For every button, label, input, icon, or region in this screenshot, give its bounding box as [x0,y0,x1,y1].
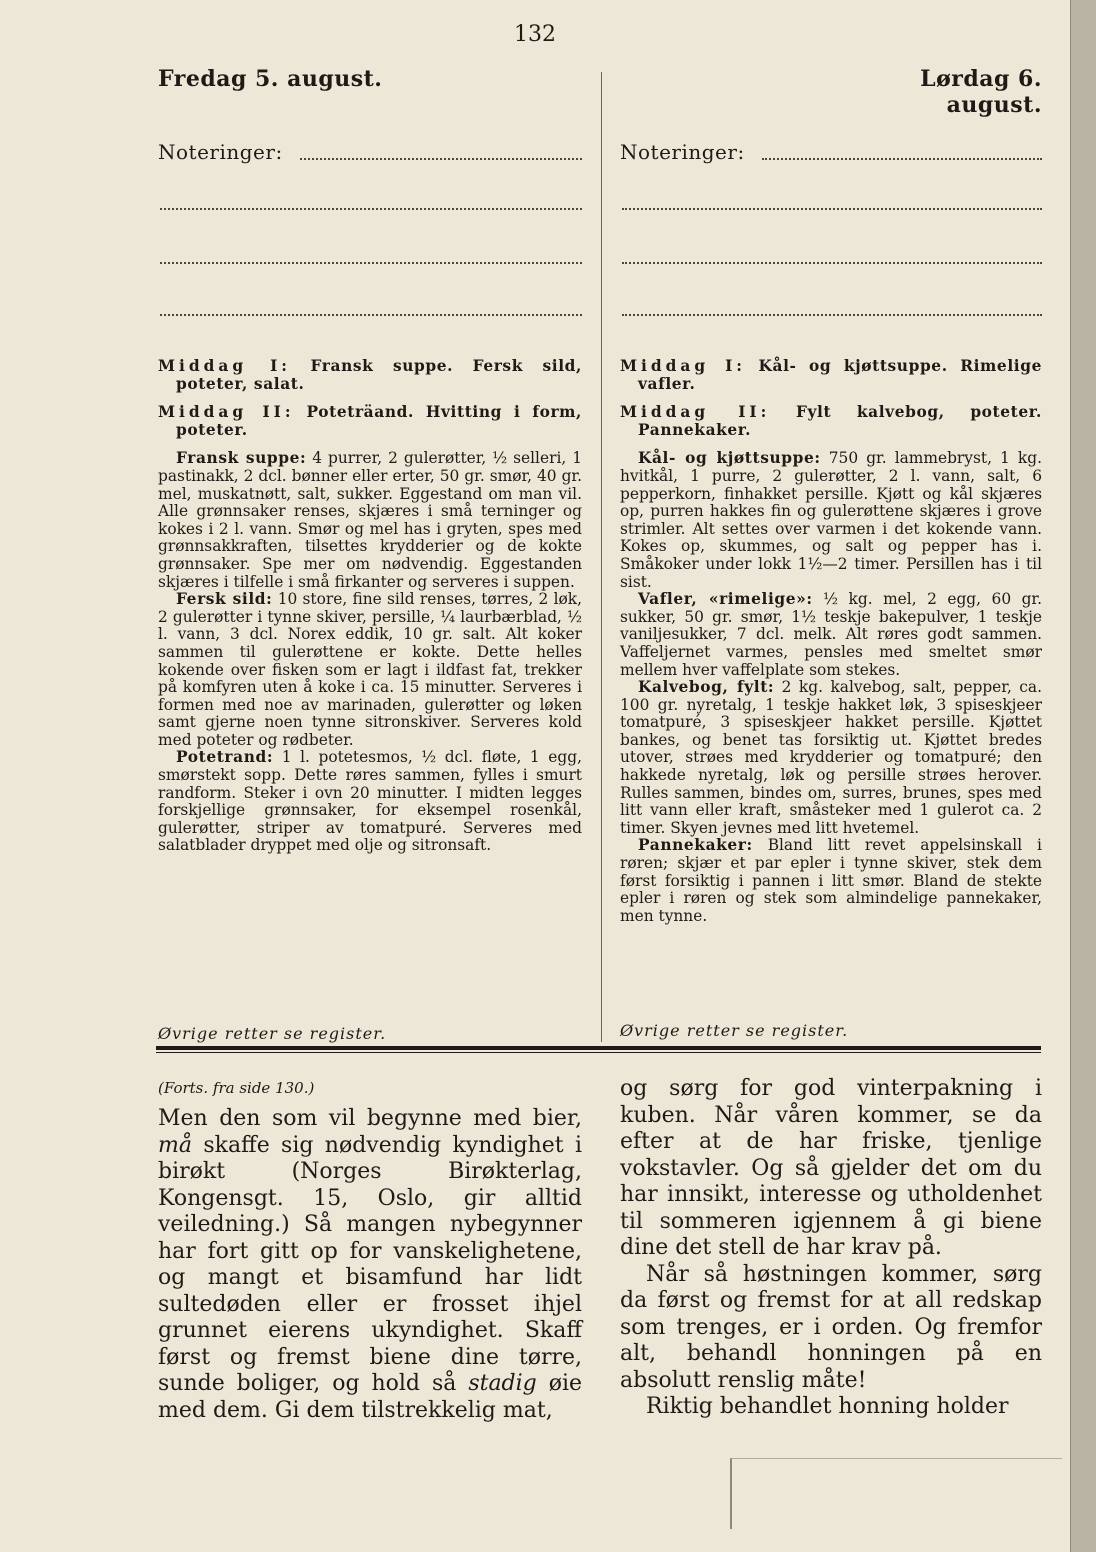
section-rule-thin [156,1052,1041,1053]
essay-paragraph: og sørg for god vinterpakning i kuben. Når våren kommer, se da efter at de har friske, tjenlige vokstavler. Og så gjelder det om du har innsikt, interesse og utholdenhet til sommeren igjennem å gi biene dine det stell de har krav på. [620,1076,1042,1260]
recipe-kal-og-kjottsuppe: Kål- og kjøttsuppe: 750 gr. lammebryst, 1 kg. hvitkål, 1 purre, 2 gulerøtter, 2 l. vann, salt, 6 pepperkorn, finhakket persille. Kjøtt og kål skjæres op, purren hakkes fin og gulerøttene skjæres i grove strimler. Alt settes over varmen i det kokende vann. Kokes op, skummes, og salt og pepper has i. Småkoker under lokk 1½—2 timer. Persillen has i til sist. [620,449,1042,591]
essay-right-column [620,1076,1042,1421]
recipe-fersk-sild: Fersk sild: 10 store, fine sild renses, tørres, 2 løk, 2 gulerøtter i tynne skiver, persille, ¼ laurbærblad, ½ l. vann, 3 dcl. Norex eddik, 10 gr. salt. Alt koker sammen til gulerøttene er kokte. Dette helles kokende over fisken som er lagt i ildfast fat, trekker på komfyren uten å koke i ca. 15 minutter. Serveres i formen med noe av marinaden, gulerøtter og løken samt gjerne noen tynne sitronskiver. Serveres kold med poteter og rødbeter. [158,590,582,749]
section-rule-thick [156,1046,1041,1050]
recipe-potetrand: Potetrand: 1 l. potetesmos, ½ dcl. fløte, 1 egg, smørstekt sopp. Dette røres sammen, fylles i smurt randform. Steker i ovn 20 minutter. I midten legges forskjellige grønnsaker, for eksempel rosenkål, gulerøtter, striper av tomatpuré. Serveres med salatblader dryppet med olje og sitronsaft. [158,748,582,855]
essay-paragraph: Når så høstningen kommer, sørg da først og fremst for at all redskap som trenges, er i orden. Og fremfor alt, behandl honningen på en absolutt renslig måte! [620,1261,1042,1393]
right-notes-line[interactable] [622,262,1042,264]
continued-note: (Forts. fra side 130.) [158,1079,315,1097]
recipe-vafler: Vafler, «rimelige»: ½ kg. mel, 2 egg, 60 gr. sukker, 50 gr. smør, 1½ teskje bakepulver, 1 teskje vaniljesukker, 7 dcl. melk. Alt røres godt sammen. Vaffeljernet varmes, pensles med smeltet smør mellem hver vaffelplate som stekes. [620,590,1042,679]
right-notes-line[interactable] [622,208,1042,210]
left-day-heading: Fredag 5. august. [158,66,383,92]
left-recipes [158,358,582,855]
right-notes-line[interactable] [622,314,1042,316]
left-notes-line[interactable] [300,158,582,160]
left-notes-line[interactable] [160,262,582,264]
right-notes-label: Noteringer: [620,140,745,164]
left-notes-line[interactable] [160,314,582,316]
recipe-fransk-suppe: Fransk suppe: 4 purrer, 2 gulerøtter, ½ selleri, 1 pastinakk, 2 dcl. bønner eller erter, 50 gr. smør, 40 gr. mel, muskatnøtt, salt, sukker. Eggestand om man vil. Alle grønnsaker renses, skjæres i små terninger og kokes i 2 l. vann. Smør og mel has i gryten, spes med grønnsakkraften, tilsettes krydderier og de kokte grønnsaker. Spe mer om nødvendig. Eggestanden skjæres i tilfelle i små firkanter og serveres i suppen. [158,449,582,591]
essay-paragraph: Riktig behandlet honning holder [646,1394,1009,1419]
book-spine-edge [1070,0,1096,1552]
right-day-heading: Lørdag 6. august. [920,66,1042,118]
recipe-pannekaker: Pannekaker: Bland litt revet appelsinskall i røren; skjær et par epler i tynne skiver, stek dem først forsiktig i pannen i litt smør. Bland de stekte epler i røren og stek som almindelige pannekaker, men tynne. [620,836,1042,925]
right-footer-register: Øvrige retter se register. [620,1021,849,1040]
library-stamp-mark [730,1458,1062,1529]
left-notes-label: Noteringer: [158,140,283,164]
right-menu-1: Middag I: Kål- og kjøttsuppe. Rimelige vafler. [620,357,1042,393]
left-menu-1: Middag I: Fransk suppe. Fersk sild, poteter, salat. [158,357,582,393]
page-number: 132 [514,22,556,47]
essay-left-column [158,1076,582,1424]
left-notes-line[interactable] [160,208,582,210]
left-footer-register: Øvrige retter se register. [158,1024,387,1043]
recipe-kalvebog: Kalvebog, fylt: 2 kg. kalvebog, salt, pepper, ca. 100 gr. nyretalg, 1 teskje hakket løk, 3 spiseskjeer tomatpuré, 3 spiseskjeer hakket persille. Kjøttet bankes, og benet tas forsiktig ut. Kjøttet bredes utover, strøes med krydderier og tomatpuré; den hakkede nyretalg, løk og persille strøes herover. Rulles sammen, bindes om, surres, brunes, spes med litt vann eller kraft, småsteker med 1 gulerot ca. 2 timer. Skyen jevnes med litt hvetemel. [620,678,1042,837]
left-menu-2: Middag II: Poteträand. Hvitting i form, poteter. [158,403,582,439]
right-menu-2: Middag II: Fylt kalvebog, poteter. Pannekaker. [620,403,1043,439]
right-notes-line[interactable] [762,158,1042,160]
column-divider [601,72,602,1042]
right-recipes [620,358,1042,925]
essay-paragraph: Men den som vil begynne med bier, må skaffe sig nødvendig kyndighet i birøkt (Norges Birøkterlag, Kongensgt. 15, Oslo, gir alltid veiledning.) Så mangen nybegynner har fort gitt op for vanskelighetene, og mangt et bisamfund har lidt sultedøden eller er frosset ihjel grunnet eierens ukyndighet. Skaff først og fremst biene dine tørre, sunde boliger, og hold så stadig øie med dem. Gi dem tilstrekkelig mat, [158,1106,583,1423]
